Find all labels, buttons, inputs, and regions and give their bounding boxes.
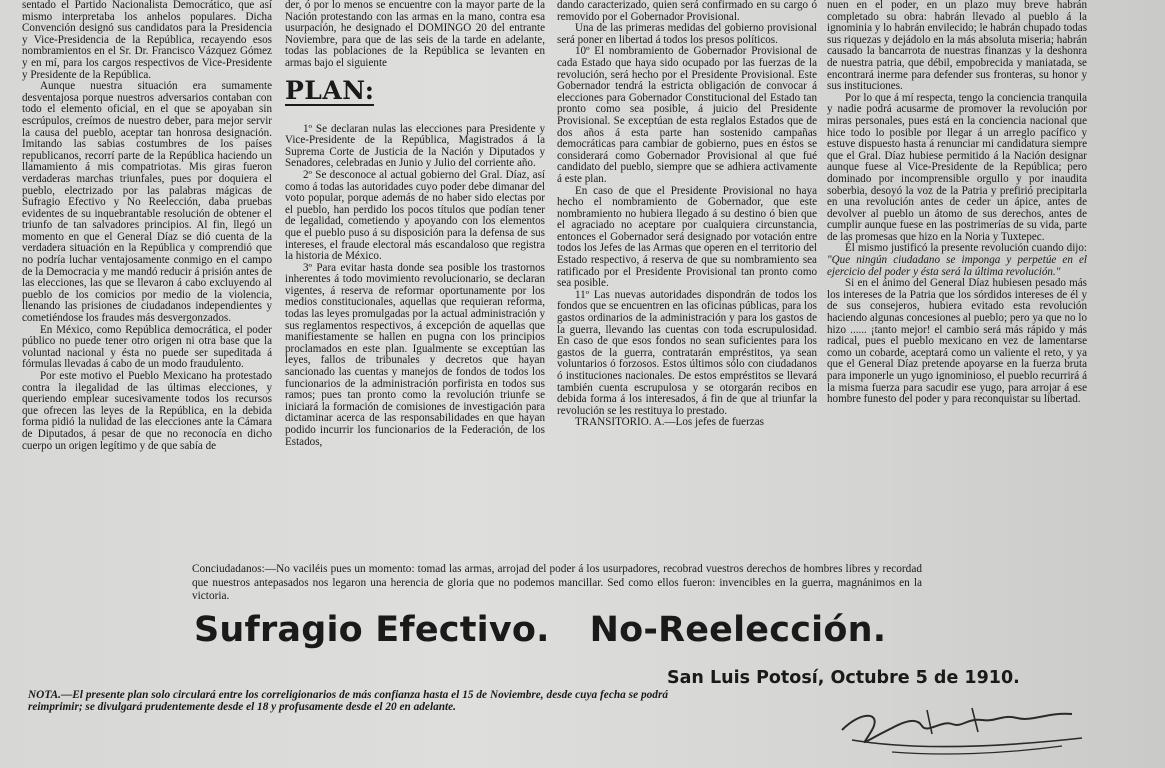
col1-paragraph-3: En México, como República democrática, el poder público no puede tener otro origen ni otra base que la voluntad nacional y ésta no puede ser supeditada á fórmulas llevadas á cabo de un modo fraudulento.	[22, 323, 272, 371]
plan-article-3: 3º Para evitar hasta donde sea posible los trastornos inherentes á todo movimiento revolucionario, se declaran vigentes, á reserva de reformar oportunamente por los medios constitucionales, aquellas que requieran reforma, todas las leyes promulgadas por la actual administración y sus reglamentos respectivos, á excepción de aquellas que manifiestamente se hallen en pugna con los principios proclamados en este plan. Igualmente se exceptúan las leyes, fallos de tribunales y decretos que hayan sancionado las cuentas y manejos de fondos de todos los funcionarios de la administración porfirista en todos sus ramos; pues tan pronto como la revolución triunfe se iniciará la formación de comisiones de investigación para dictaminar acerca de las responsabilidades en que hayan podido incurrir los funcionarios de la Federación, de los Estados,	[285, 261, 545, 448]
col4-paragraph-3-text: Él mismo justificó la presente revolución cuando dijo:	[845, 242, 1087, 255]
closing-exhortation: Conciudadanos:—No vaciléis pues un momento: tomad las armas, arrojad del poder á los usurpadores, recobrad vuestros derechos de hombres libres y recordad que nuestros antepasados nos legaron una herencia de gloria que no podemos mancillar. Sed como ellos fueron: invencibles en la guerra, magnánimos en la victoria.	[192, 563, 922, 602]
column-2	[285, 0, 545, 557]
handwritten-signature-icon	[832, 690, 1092, 760]
column-1	[22, 0, 272, 557]
plan-article-11: 11º Las nuevas autoridades dispondrán de todos los fondos que se encuentren en las oficinas públicas, para los gastos ordinarios de la administración y para los gastos de la guerra, llevando las cuentas con toda escrupulosidad. En caso de que esos fondos no sean suficientes para los gastos de la guerra, contratarán empréstitos, ya sean voluntarios ó forzosos. Estos últimos sólo con ciudadanos ó instituciones nacionales. De estos empréstitos se llevará también cuenta escrupulosa y se otorgarán recibos en debida forma á los interesados, á fin de que al triunfar la revolución se les restituya lo prestado.	[557, 288, 817, 417]
col4-paragraph-3	[827, 243, 1087, 278]
col3-paragraph-4: En caso de que el Presidente Provisional no haya hecho el nombramiento de Gobernador, que este nombramiento no hubiera llegado á su destino ó bien que el agraciado no aceptare por cualquiera circunstancia, entonces el Gobernador será designado por votación entre todos los Jefes de las Armas que operen en el territorio del Estado respectivo, á reserva de que su nombramiento sea ratificado por el Presidente Provisional tan pronto como sea posible.	[557, 184, 817, 290]
col4-paragraph-2: Por lo que á mí respecta, tengo la conciencia tranquila y nadie podrá acusarme de promover la revolución por miras personales, pues está en la conciencia nacional que hice todo lo posible por llegar á un arreglo pacífico y estuve dispuesto hasta á renunciar mi candidatura siempre que el Gral. Díaz hubiese permitido á la Nación designar aunque fuese al Vice-Presidente de la República; pero dominado por incomprensible orgullo y por inaudita soberbia, desoyó la voz de la Patria y prefirió precipitarla en una revolución antes de ceder un ápice, antes de devolver al pueblo un átomo de sus derechos, antes de cumplir aunque fuese en las postrimerías de su vida, parte de las promesas que hizo en la Noria y Tuxtepec.	[827, 91, 1087, 243]
col1-paragraph-1: sentado el Partido Nacionalista Democrático, que así mismo interpretaba los anhelos populares. Dicha Convención designó sus candidatos para la Presidencia y Vice-Presidencia de la República, recayendo esos nombramientos en el Sr. Dr. Francisco Vázquez Gómez y en mí, para los cargos respectivos de Vice-Presidente y Presidente de la República.	[22, 0, 272, 81]
transitorio-paragraph: TRANSITORIO. A.—Los jefes de fuerzas	[575, 416, 764, 429]
col2-intro-paragraph: der, ó por lo menos se encuentre con la mayor parte de la Nación protestando con las armas en la mano, contra esa usurpación, he designado el DOMINGO 20 del entrante Noviembre, para que de las seis de la tarde en adelante, todas las poblaciones de la República se levanten en armas bajo el siguiente	[285, 0, 545, 69]
plan-article-1: 1º Se declaran nulas las elecciones para Presidente y Vice-Presidente de la República, Magistrados á la Suprema Corte de Justicia de la Nación y Diputados y Senadores, celebradas en Junio y Julio del corriente año.	[285, 122, 545, 170]
column-4	[827, 0, 1087, 557]
col4-paragraph-4: Si en el ánimo del General Díaz hubiesen pesado más los intereses de la Patria que los sórdidos intereses de él y de sus consejeros, hubiera evitado esta revolución haciendo algunas concesiones al pueblo; pero ya que no lo hizo ...... ¡tanto mejor! el cambio será más rápido y más radical, pues el pueblo mexicano en vez de lamentarse como un cobarde, aceptará como un valiente el reto, y ya que el General Díaz pretende apoyarse en la fuerza bruta para imponerle un yugo ignominioso, el pueblo recurrirá á la misma fuerza para sacudir ese yugo, para arrojar á ese hombre funesto del poder y para reconquistar su libertad.	[827, 277, 1087, 406]
plan-article-2: 2º Se desconoce al actual gobierno del Gral. Díaz, así como á todas las autoridades cuyo poder debe dimanar del voto popular, porque además de no haber sido electas por el pueblo, han perdido los pocos títulos que podían tener de legalidad, cometiendo y apoyando con los elementos que el pueblo puso á su disposición para la defensa de sus intereses, el fraude electoral más escandaloso que registra la historia de México.	[285, 168, 545, 263]
motto-sufragio-efectivo: Sufragio Efectivo.	[194, 610, 550, 650]
motto-heading	[194, 610, 954, 650]
plan-heading: PLAN:	[285, 75, 375, 105]
col1-paragraph-2: Aunque nuestra situación era sumamente desventajosa porque nuestros adversarios contaban con todo el elemento oficial, en el que se apoyaban sin escrúpulos, creímos de nuestro deber, para mejor servir la causa del pueblo, aceptar tan honrosa designación. Imitando las sabias costumbres de los países republicanos, recorrí parte de la República haciendo un llamamiento á mis compatriotas. Mis giras fueron verdaderas marchas triunfales, pues por doquiera el pueblo, electrizado por las palabras mágicas de Sufragio Efectivo y No Reelección, daba pruebas evidentes de su inquebrantable resolución de obtener el triunfo de tan salvadores principios. Al fin, llegó un momento en que el General Díaz se dió cuenta de la verdadera situación en la República y comprendió que no podría luchar ventajosamente conmigo en el campo de la Democracia y me mandó reducir á prisión antes de las elecciones, las que se llevaron á cabo excluyendo al pueblo de los comicios por medio de la violencia, llenando las prisiones de ciudadanos independientes y cometiéndose los fraudes más desvergonzados.	[22, 80, 272, 325]
plan-article-10: 10º El nombramiento de Gobernador Provisional de cada Estado que haya sido ocupado por las fuerzas de la revolución, será hecho por el Presidente Provisional. Este Gobernador tendrá la estricta obligación de convocar á elecciones para Gobernador Constitucional del Estado tan pronto como sea posible, á juicio del Presidente Provisional. Se exceptúan de esta reglalos Estados que de dos años á esta parte han sostenido campañas democráticas para cambiar de gobierno, pues en éstos se considerará como Gobernador Provisional al que fué candidato del pueblo, siempre que se adhiera activamente á este plan.	[557, 45, 817, 185]
col3-paragraph-2: Una de las primeras medidas del gobierno provisional será poner en libertad á todos los presos políticos.	[557, 22, 817, 46]
col3-paragraph-1: dando caracterizado, quien será confirmado en su cargo ó removido por el Gobernador Provisional.	[557, 0, 817, 23]
col1-paragraph-4: Por este motivo el Pueblo Mexicano ha protestado contra la ilegalidad de las últimas elecciones, y queriendo emplear sucesivamente todos los recursos que ofrecen las leyes de la República, en la debida forma pidió la nulidad de las elecciones ante la Cámara de Diputados, á pesar de que no reconocía en dicho cuerpo un origen legítimo y de que sabía de	[22, 370, 272, 452]
motto-no-reeleccion: No-Reelección.	[589, 610, 887, 650]
column-3	[557, 0, 817, 557]
diaz-quote: "Que ningún ciudadano se imponga y perpetúe en el ejercicio del poder y ésta será la última revolución."	[827, 254, 1087, 278]
nota-footnote: NOTA.—El presente plan solo circulará entre los correligionarios de más confianza hasta el 15 de Noviembre, desde cuya fecha se podrá reimprimir; se divulgará prudentemente desde el 18 y profusamente desde el 20 en adelante.	[28, 689, 668, 713]
place-and-date: San Luis Potosí, Octubre 5 de 1910.	[667, 668, 1020, 688]
col4-paragraph-1: nuen en el poder, en un plazo muy breve habrán completado su obra: habrán llevado al pueblo á la ignominia y lo habrán envilecido; le habrán chupado todas sus riquezas y dejádolo en la más absoluta miseria; habrán causado la bancarrota de nuestras finanzas y la deshonra de nuestra patria, que débil, empobrecida y maniatada, se encontrará inerme para defender sus fronteras, su honor y sus instituciones.	[827, 0, 1087, 93]
